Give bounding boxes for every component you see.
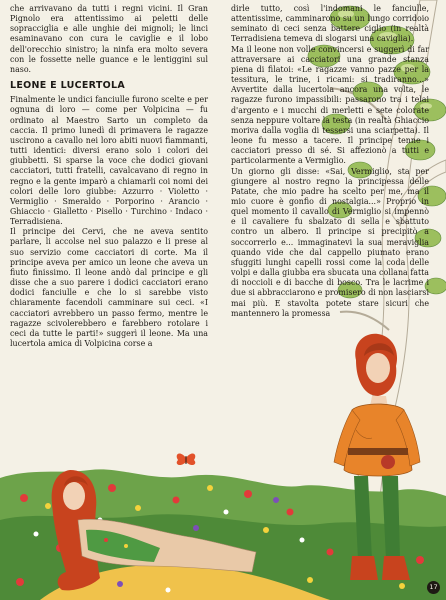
text-column-right	[231, 4, 429, 319]
right-paragraph-2: Ma il leone non volle convincersi e suggerì di far attraversare ai cacciatori una grande stanza piena di filatoi: «Le ragazze vanno pazze per la tessitura, le trine, i ricami: si tradiranno...» Avvertite dalla lucertola ancora una volta, le ragazze furono impassibili: passarono tra i telai d'argento e i mucchi di merletti e sete colorate senza neppure voltare la testa (in realtà Ghiaccio moriva dalla voglia di tessersi una sciarpetta). Il leone fu messo a tacere. Il principe tenne i cacciatori presso di sé. Si affezionò a tutti e particolarmente a Vermiglio.	[231, 44, 429, 166]
page-number: 17	[427, 581, 440, 594]
text-column-left	[10, 4, 208, 349]
chapter-heading: LEONE E LUCERTOLA	[10, 80, 126, 92]
right-paragraph-1: dirle tutto, così l'indomani le fanciulle, attentissime, camminarono su un lungo corridoio seminato di ceci senza battere ciglio (in realtà Terradisiena temeva di slogarsi una caviglia).	[231, 4, 429, 44]
left-paragraph-2: Finalmente le undici fanciulle furono scelte e per ognuna di loro — come per Volpicina — fu ordinato al Maestro Sarto un completo da caccia. Il primo lunedì di primavera le ragazze uscirono a cavallo nei loro abiti nuovi fiammanti, tutti identici: diversi erano solo i colori dei giubbetti. Si sparse la voce che dodici giovani cacciatori, tutti fratelli, cavalcavano di regno in regno e la gente imparò a chiamarli coi nomi dei colori delle loro giubbe: Azzurro · Violetto · Vermiglio · Smeraldo · Porporino · Arancio · Ghiaccio · Gialletto · Pisello · Turchino · Indaco · Terradisiena.	[10, 95, 208, 227]
left-paragraph-3: Il principe dei Cervi, che ne aveva sentito parlare, li accolse nel suo palazzo e li prese al suo servizio come cacciatori di corte. Ma il principe aveva per amico un leone che aveva un fiuto finissimo. Il leone andò dal principe e gli disse che a suo parere i dodici cacciatori erano dodici fanciulle e che lo si sarebbe visto chiaramente facendoli camminare sui ceci. «I cacciatori avrebbero un passo fermo, mentre le ragazze scivolerebbero e farebbero rotolare i ceci da tutte le parti!» suggerì il leone. Ma una lucertola amica di Volpicina corse a	[10, 227, 208, 348]
butterfly-icon	[177, 454, 196, 466]
left-paragraph-1: che arrivavano da tutti i regni vicini. Il Gran Pignolo era attentissimo ai peletti delle sopracciglia e alle unghie dei mignoli; le linci esaminavano con cura le caviglie e il lobo dell'orecchio sinistro; la ninfa era molto severa con le fossette nelle guance e le lentiggini sul naso.	[10, 4, 208, 74]
right-paragraph-3: Un giorno gli disse: «Sai, Vermiglio, sta per giungere al nostro regno la principessa delle Patate, che mio padre ha scelto per me, ma il mio cuore è gonfio di nostalgia...» Proprio in quel momento il cavallo di Vermiglio si impennò e il cavaliere fu sbalzato di sella e sbattuto contro un albero. Il principe si precipitò a soccorrerlo e... immaginatevi la sua meraviglia quando vide che dal cappello piumato erano sfuggiti lunghi capelli rossi come la coda delle volpi e dalla giubba era sbucata una collana fatta di noccioli e di bacche di bosco. Tra le lacrime i due si abbracciarono e promisero di non lasciarsi mai più. E stavolta potete stare sicuri che mantennero la promessa	[231, 166, 429, 318]
